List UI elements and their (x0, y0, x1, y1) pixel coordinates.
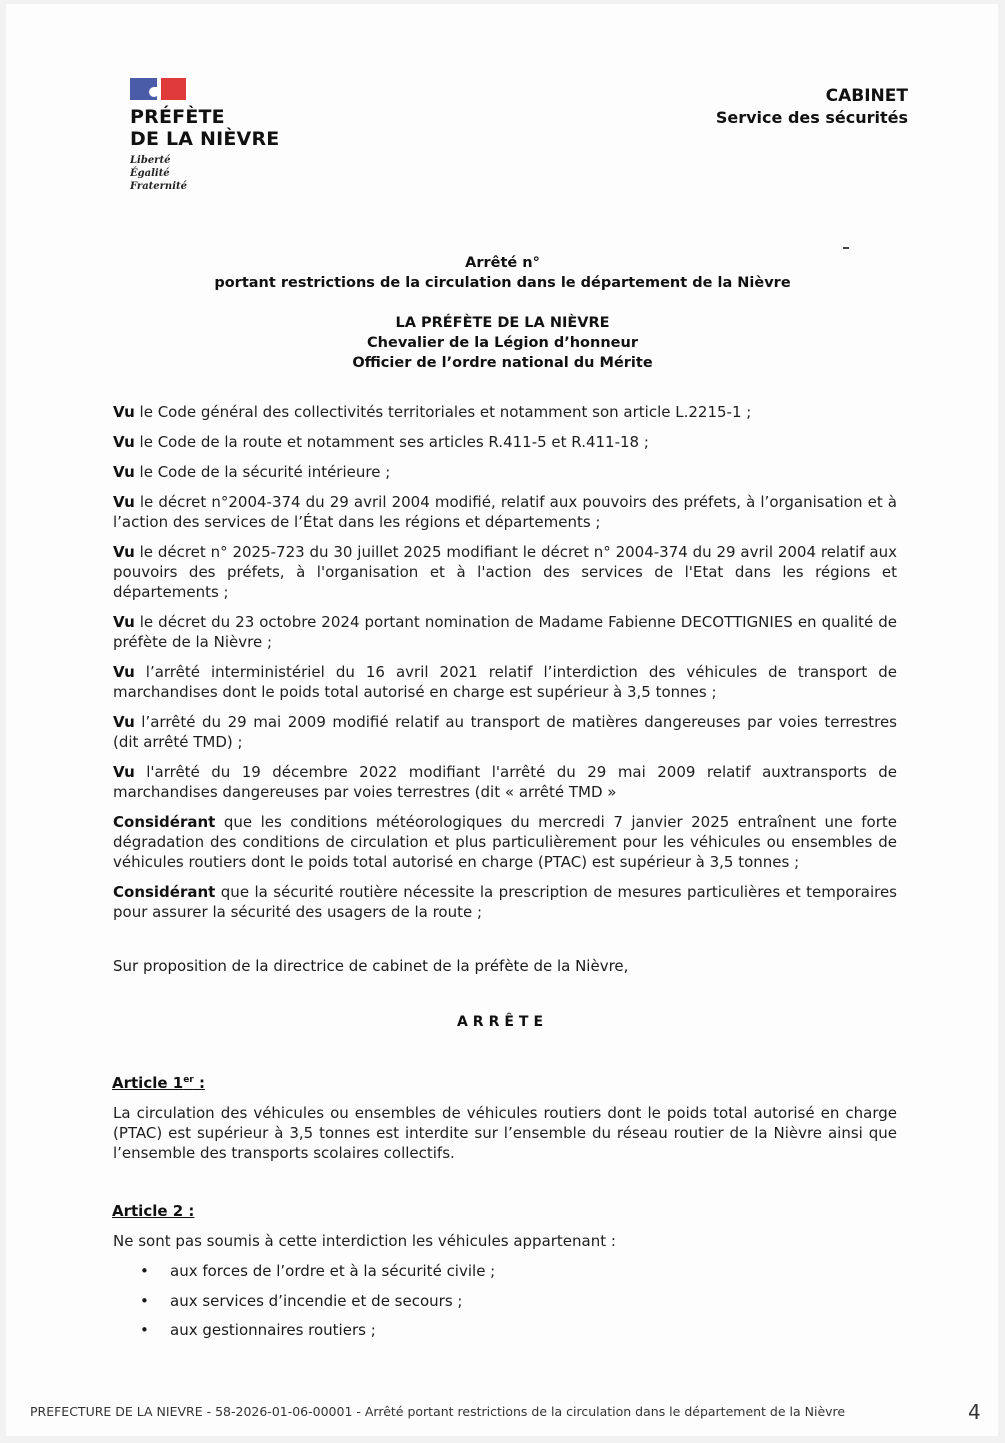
visa-item: Vu l'arrêté du 19 décembre 2022 modifiant l'arrêté du 29 mai 2009 relatif auxtransports de marchandises dangereuses par voies terrestres (dit « arrêté TMD » (113, 763, 897, 801)
visa-item: Vu le Code général des collectivités territoriales et notamment son article L.2215-1 ; (113, 403, 752, 421)
marianne-flag-icon (130, 78, 186, 100)
exemption-list (140, 1261, 495, 1350)
visa-item: Vu le Code de la sécurité intérieure ; (113, 463, 391, 481)
visa-item: Vu l’arrêté interministériel du 16 avril 2021 relatif l’interdiction des véhicules de transport de marchandises dont le poids total autorisé en charge est supérieur à 3,5 tonnes ; (113, 663, 897, 701)
visa-item: Vu le Code de la route et notamment ses articles R.411-5 et R.411-18 ; (113, 433, 649, 451)
scan-mark (843, 247, 849, 249)
document-title (0, 253, 1005, 293)
visas-list (113, 402, 897, 932)
logo-motto (130, 154, 279, 193)
arrete-heading: ARRÊTE (456, 1014, 549, 1030)
logo-line2: DE LA NIÈVRE (130, 128, 280, 150)
authority-block (0, 313, 1005, 373)
prefecture-logo (130, 78, 279, 193)
article1-text: La circulation des véhicules ou ensembles de véhicules routiers dont le poids total autorisé en charge (PTAC) est supérieur à 3,5 tonnes est interdite sur l’ensemble du réseau routier de la Nièvre ainsi que l’ensemble des transports scolaires collectifs. (113, 1104, 897, 1162)
title-line2: portant restrictions de la circulation dans le département de la Nièvre (214, 275, 791, 291)
proposal-line: Sur proposition de la directrice de cabinet de la préfète de la Nièvre, (113, 957, 629, 975)
considerant-item: Considérant que la sécurité routière nécessite la prescription de mesures particulières et temporaires pour assurer la sécurité des usagers de la route ; (113, 883, 897, 921)
cabinet-label: CABINET (825, 86, 908, 106)
motto-egalite: Égalité (130, 168, 170, 179)
logo-name (130, 106, 279, 150)
visa-item: Vu le décret n°2004-374 du 29 avril 2004 modifié, relatif aux pouvoirs des préfets, à l’organisation et à l’action des services de l’État dans les régions et départements ; (113, 493, 897, 531)
considerant-item: Considérant que les conditions météorologiques du mercredi 7 janvier 2025 entraînent une forte dégradation des conditions de circulation et plus particulièrement pour les véhicules ou ensembles de véhicules routiers dont le poids total autorisé en charge (PTAC) est supérieur à 3,5 tonnes ; (113, 813, 897, 871)
bullet-icon: • (140, 1262, 149, 1280)
title-line1: Arrêté n° (465, 255, 540, 271)
page-number: 4 (968, 1400, 981, 1424)
authority-line1: LA PRÉFÈTE DE LA NIÈVRE (395, 315, 610, 331)
list-item: • aux services d’incendie et de secours ; (140, 1291, 463, 1310)
authority-line3: Officier de l’ordre national du Mérite (352, 355, 653, 371)
logo-line1: PRÉFÈTE (130, 106, 225, 128)
bullet-icon: • (140, 1321, 149, 1339)
motto-fraternite: Fraternité (130, 181, 187, 192)
article2-heading: Article 2 : (112, 1202, 195, 1220)
bullet-icon: • (140, 1291, 149, 1310)
visa-item: Vu le décret n° 2025-723 du 30 juillet 2025 modifiant le décret n° 2004-374 du 29 avril 2004 relatif aux pouvoirs des préfets, à l'organisation et à l'action des services de l'Etat dans les régions et départements ; (113, 543, 897, 601)
visa-item: Vu le décret du 23 octobre 2024 portant nomination de Madame Fabienne DECOTTIGNIES en qualité de préfète de la Nièvre ; (113, 613, 897, 651)
authority-line2: Chevalier de la Légion d’honneur (367, 335, 638, 351)
list-item: • aux gestionnaires routiers ; (140, 1321, 376, 1339)
service-label: Service des sécurités (715, 108, 908, 127)
motto-liberte: Liberté (130, 155, 171, 166)
list-item: • aux forces de l’ordre et à la sécurité civile ; (140, 1262, 496, 1280)
service-header (716, 85, 908, 129)
visa-item: Vu l’arrêté du 29 mai 2009 modifié relatif au transport de matières dangereuses par voies terrestres (dit arrêté TMD) ; (113, 713, 897, 751)
page-footer: PREFECTURE DE LA NIEVRE - 58-2026-01-06-00001 - Arrêté portant restrictions de la circulation dans le département de la Nièvre (30, 1404, 846, 1419)
article2-intro: Ne sont pas soumis à cette interdiction les véhicules appartenant : (113, 1232, 616, 1250)
article1-heading: Article 1er : (112, 1074, 205, 1092)
